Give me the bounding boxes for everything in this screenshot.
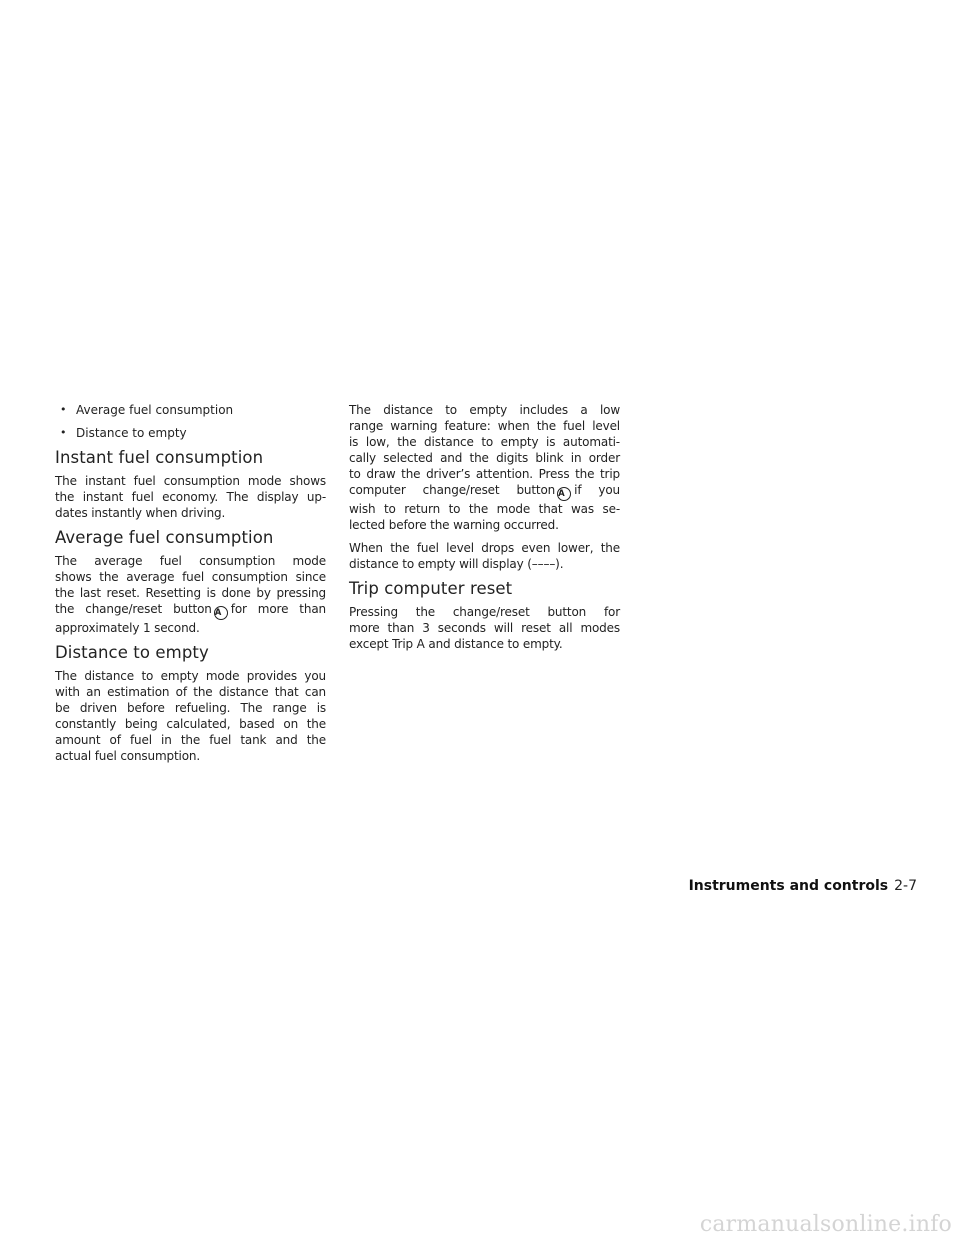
heading-trip-computer-reset: Trip computer reset xyxy=(349,579,513,598)
paragraph-distance xyxy=(55,668,326,764)
section-title: Instruments and controls xyxy=(688,878,889,894)
paragraph-low-range-warning xyxy=(349,402,620,533)
text-line: the last reset. Resetting is done by pressing xyxy=(55,586,326,600)
right-column xyxy=(349,402,620,659)
page-footer xyxy=(689,877,917,895)
text-line: lected before the warning occurred. xyxy=(349,518,559,532)
text-line: The average fuel consumption mode xyxy=(55,554,326,568)
text-line: The instant fuel consumption mode shows xyxy=(55,474,326,488)
text-fragment: for more than xyxy=(230,602,326,616)
text-line: more than 3 seconds will reset all modes xyxy=(349,621,620,635)
text-line: except Trip A and distance to empty. xyxy=(349,637,563,651)
heading-distance-to-empty: Distance to empty xyxy=(55,643,209,662)
text-line: amount of fuel in the fuel tank and the xyxy=(55,733,326,747)
text-line: Pressing the change/reset button for xyxy=(349,605,620,619)
text-line: dates instantly when driving. xyxy=(55,506,226,520)
list-item: • Distance to empty xyxy=(55,425,326,441)
text-line: actual fuel consumption. xyxy=(55,749,201,763)
list-item: • Average fuel consumption xyxy=(55,402,326,418)
text-line xyxy=(349,482,620,501)
text-line: to draw the driver’s attention. Press the trip xyxy=(349,467,620,481)
heading-instant-fuel-consumption: Instant fuel consumption xyxy=(55,448,264,467)
mode-list xyxy=(55,402,326,441)
text-line xyxy=(55,601,326,620)
text-line: with an estimation of the distance that can xyxy=(55,685,326,699)
text-line: range warning feature: when the fuel level xyxy=(349,419,620,433)
heading-average-fuel-consumption: Average fuel consumption xyxy=(55,528,274,547)
paragraph-average xyxy=(55,553,326,636)
text-line: wish to return to the mode that was se- xyxy=(349,502,620,516)
text-fragment: computer change/reset button xyxy=(349,483,556,497)
text-fragment: if you xyxy=(574,483,620,497)
text-line: be driven before refueling. The range is xyxy=(55,701,326,715)
text-fragment: the change/reset button xyxy=(55,602,212,616)
text-line: the instant fuel economy. The display up- xyxy=(55,490,326,504)
left-column xyxy=(55,402,326,771)
button-a-marker-icon: A xyxy=(214,606,228,620)
watermark-text: carmanualsonline.info xyxy=(699,1212,952,1237)
text-line: cally selected and the digits blink in order xyxy=(349,451,620,465)
text-line: is low, the distance to empty is automati- xyxy=(349,435,620,449)
text-line: When the fuel level drops even lower, the xyxy=(349,541,620,555)
text-line: constantly being calculated, based on the xyxy=(55,717,326,731)
page-number: 2-7 xyxy=(894,878,917,894)
text-line: The distance to empty mode provides you xyxy=(55,669,326,683)
text-line: shows the average fuel consumption since xyxy=(55,570,326,584)
paragraph-reset xyxy=(349,604,620,652)
text-line: approximately 1 second. xyxy=(55,621,200,635)
text-line: The distance to empty includes a low xyxy=(349,403,620,417)
paragraph-instant xyxy=(55,473,326,521)
paragraph-lower-fuel xyxy=(349,540,620,572)
text-line: distance to empty will display (––––). xyxy=(349,557,564,571)
button-a-marker-icon: A xyxy=(557,487,571,501)
